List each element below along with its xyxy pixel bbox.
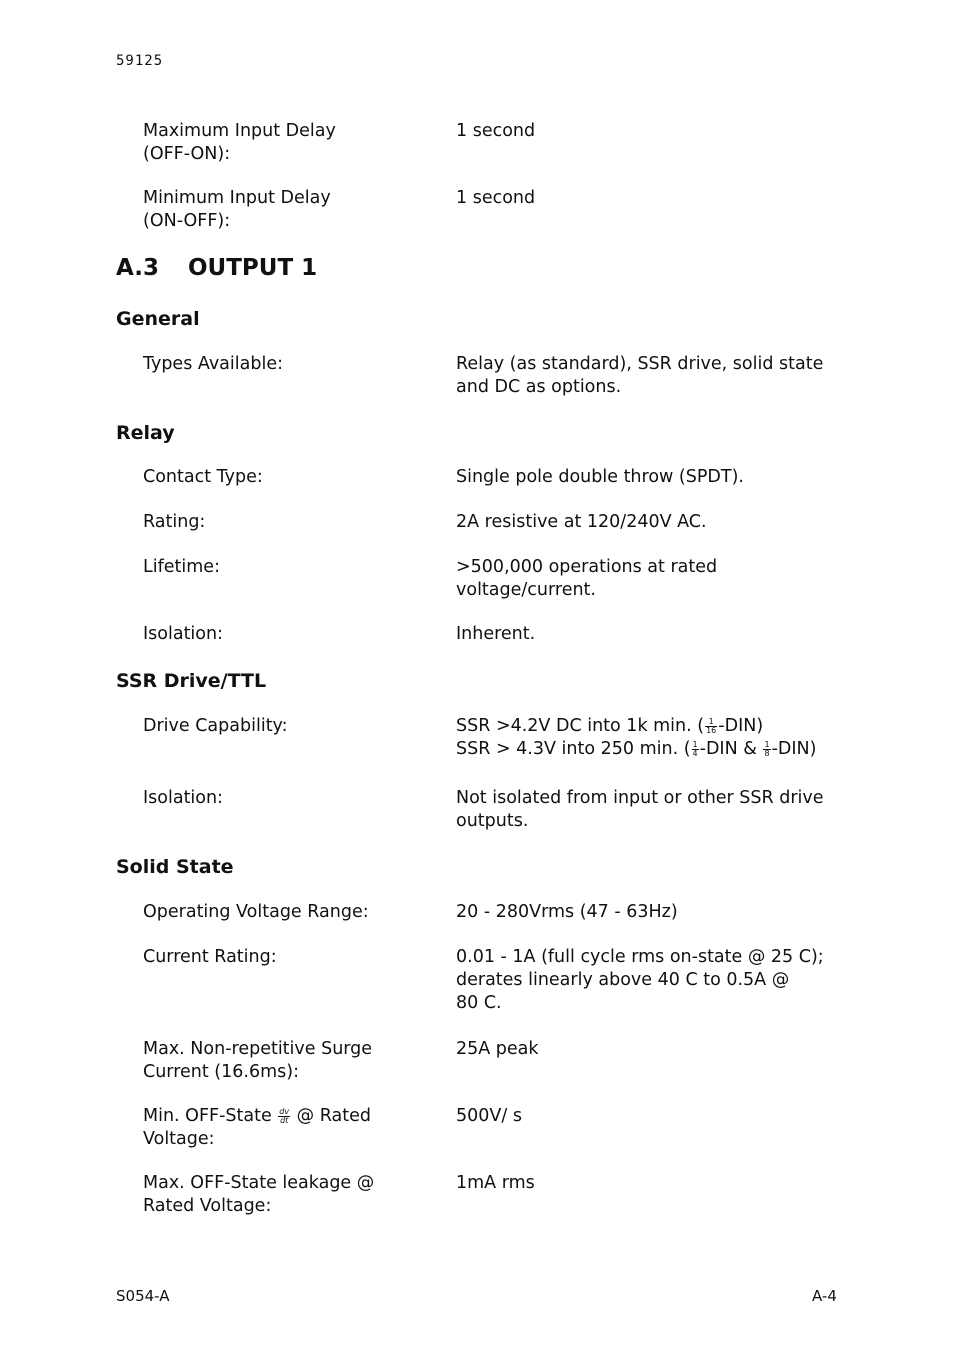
- general-heading: General: [116, 308, 200, 330]
- fraction-one-quarter: [692, 741, 699, 758]
- dvdt-value: 500V/ s: [456, 1106, 522, 1126]
- ssr-drive-heading: SSR Drive/TTL: [116, 670, 267, 692]
- dvdt-label-suffix: @ Rated: [291, 1106, 371, 1126]
- dvdt-label-line-2: Voltage:: [143, 1129, 215, 1149]
- operating-voltage-value: 20 - 280Vrms (47 - 63Hz): [456, 902, 678, 922]
- drive-line-1-text: SSR >4.2V DC into 1k min. (: [456, 716, 705, 736]
- relay-heading: Relay: [116, 422, 175, 444]
- relay-isolation-label: Isolation:: [143, 624, 223, 644]
- operating-voltage-label: Operating Voltage Range:: [143, 902, 369, 922]
- rating-value: 2A resistive at 120/240V AC.: [456, 512, 707, 532]
- fraction-numerator: 1: [692, 739, 698, 749]
- min-input-delay-label: Minimum Input Delay (ON-OFF):: [143, 188, 331, 231]
- fraction-numerator: dv: [279, 1106, 290, 1116]
- drive-line-2-text: SSR > 4.3V into 250 min. (: [456, 739, 691, 759]
- section-number: A.3: [116, 255, 159, 281]
- contact-type-value: Single pole double throw (SPDT).: [456, 467, 744, 487]
- current-rating-value: 0.01 - 1A (full cycle rms on-state @ 25 C); derates linearly above 40 C to 0.5A @ 80 C.: [456, 947, 824, 1013]
- document-number: 59125: [116, 53, 164, 69]
- current-rating-label: Current Rating:: [143, 947, 277, 967]
- footer-page-number: A-4: [812, 1287, 837, 1305]
- section-heading: [116, 255, 317, 281]
- rating-label: Rating:: [143, 512, 206, 532]
- relay-isolation-value: Inherent.: [456, 624, 536, 644]
- max-input-delay-value: 1 second: [456, 121, 536, 141]
- drive-line-2-suffix: -DIN): [771, 739, 817, 759]
- ssr-isolation-value: Not isolated from input or other SSR drive outputs.: [456, 788, 824, 831]
- surge-current-label: Max. Non-repetitive Surge Current (16.6ms):: [143, 1039, 373, 1082]
- fraction-numerator: 1: [764, 739, 770, 749]
- fraction-denominator: 4: [692, 748, 698, 758]
- leakage-label: Max. OFF-State leakage @ Rated Voltage:: [143, 1173, 375, 1216]
- dvdt-label-line-1: [143, 1105, 433, 1128]
- fraction-denominator: dt: [280, 1115, 289, 1125]
- section-title: OUTPUT 1: [188, 255, 318, 281]
- fraction-one-eighth: [763, 741, 770, 758]
- fraction-denominator: 16: [706, 725, 717, 735]
- fraction-one-sixteenth: [705, 718, 717, 735]
- lifetime-label: Lifetime:: [143, 557, 220, 577]
- surge-current-value: 25A peak: [456, 1039, 539, 1059]
- leakage-value: 1mA rms: [456, 1173, 535, 1193]
- fraction-denominator: 8: [764, 748, 770, 758]
- drive-line-1-suffix: -DIN): [718, 716, 764, 736]
- types-available-value: Relay (as standard), SSR drive, solid state and DC as options.: [456, 354, 824, 397]
- drive-line-2-middle: -DIN &: [699, 739, 763, 759]
- solid-state-heading: Solid State: [116, 856, 234, 878]
- max-input-delay-label: Maximum Input Delay (OFF-ON):: [143, 121, 336, 164]
- types-available-label: Types Available:: [143, 354, 283, 374]
- ssr-isolation-label: Isolation:: [143, 788, 223, 808]
- drive-capability-label: Drive Capability:: [143, 716, 288, 736]
- fraction-numerator: 1: [705, 718, 717, 727]
- drive-capability-line-2: [456, 738, 836, 761]
- min-input-delay-value: 1 second: [456, 188, 536, 208]
- fraction-dv-dt: [278, 1108, 290, 1125]
- lifetime-value: >500,000 operations at rated voltage/current.: [456, 557, 718, 600]
- dvdt-label-prefix: Min. OFF-State: [143, 1106, 278, 1126]
- footer-document-code: S054-A: [116, 1287, 170, 1305]
- drive-capability-line-1: [456, 715, 836, 738]
- contact-type-label: Contact Type:: [143, 467, 263, 487]
